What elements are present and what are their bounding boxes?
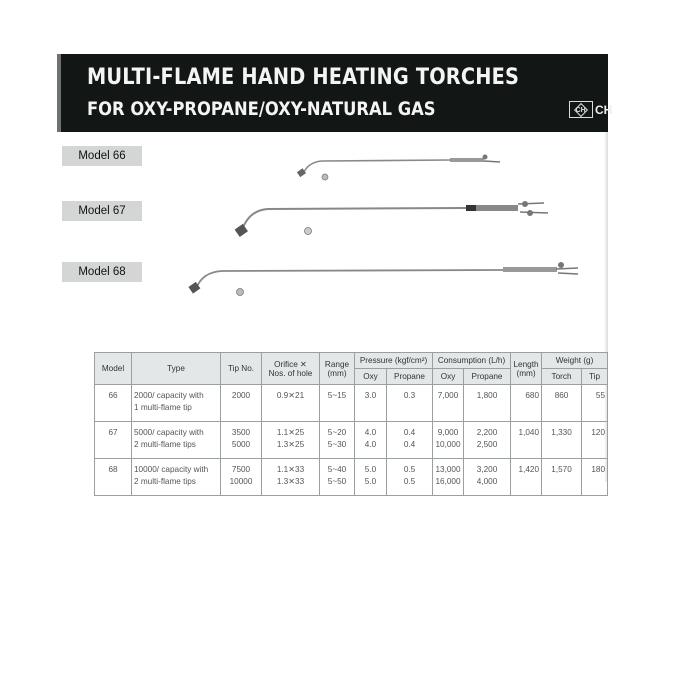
table-row: 67 5000/ capacity with 2 multi-flame tips 3500 5000 1.1✕25 1.3✕25 5~20 5~30 4.0 4.0 0.4 0.4 9,000 10,000 2,200 2,500 1,040 1,330 120 [95, 422, 608, 459]
col-consumption-oxy: Oxy [433, 369, 464, 385]
col-consumption-propane: Propane [464, 369, 511, 385]
col-pressure-oxy: Oxy [355, 369, 387, 385]
model-66-label: Model 66 [62, 146, 142, 166]
table-row: 66 2000/ capacity with 1 multi-flame tip 2000 0.9✕21 5~15 3.0 0.3 7,000 1,800 680 860 55 [95, 385, 608, 422]
col-pressure-propane: Propane [387, 369, 433, 385]
col-type: Type [132, 353, 221, 385]
col-weight-tip: Tip [582, 369, 608, 385]
col-consumption: Consumption (L/h) [433, 353, 511, 369]
brand-text: CH [595, 102, 613, 117]
col-length: Length (mm) [511, 353, 542, 385]
col-pressure: Pressure (kgf/cm²) [355, 353, 433, 369]
spec-table [94, 352, 608, 496]
torch-67-icon [235, 201, 548, 237]
torch-68-icon [188, 262, 578, 296]
col-range: Range (mm) [320, 353, 355, 385]
page-title: MULTI-FLAME HAND HEATING TORCHES [87, 64, 520, 90]
col-weight: Weight (g) [542, 353, 608, 369]
table-row: 68 10000/ capacity with 2 multi-flame tips 7500 10000 1.1✕33 1.3✕33 5~40 5~50 5.0 5.0 0.5 0.5 13,000 16,000 3,200 4,000 1,420 1,570 180 [95, 459, 608, 496]
page-subtitle: FOR OXY-PROPANE/OXY-NATURAL GAS [87, 98, 436, 120]
col-orifice: Orifice ✕ Nos. of hole [262, 353, 320, 385]
model-67-label: Model 67 [62, 201, 142, 221]
col-model: Model [95, 353, 132, 385]
col-tip-no: Tip No. [221, 353, 262, 385]
col-weight-torch: Torch [542, 369, 582, 385]
brand-logo-icon: CH [569, 101, 593, 118]
model-68-label: Model 68 [62, 262, 142, 282]
torch-66-icon [297, 155, 500, 181]
